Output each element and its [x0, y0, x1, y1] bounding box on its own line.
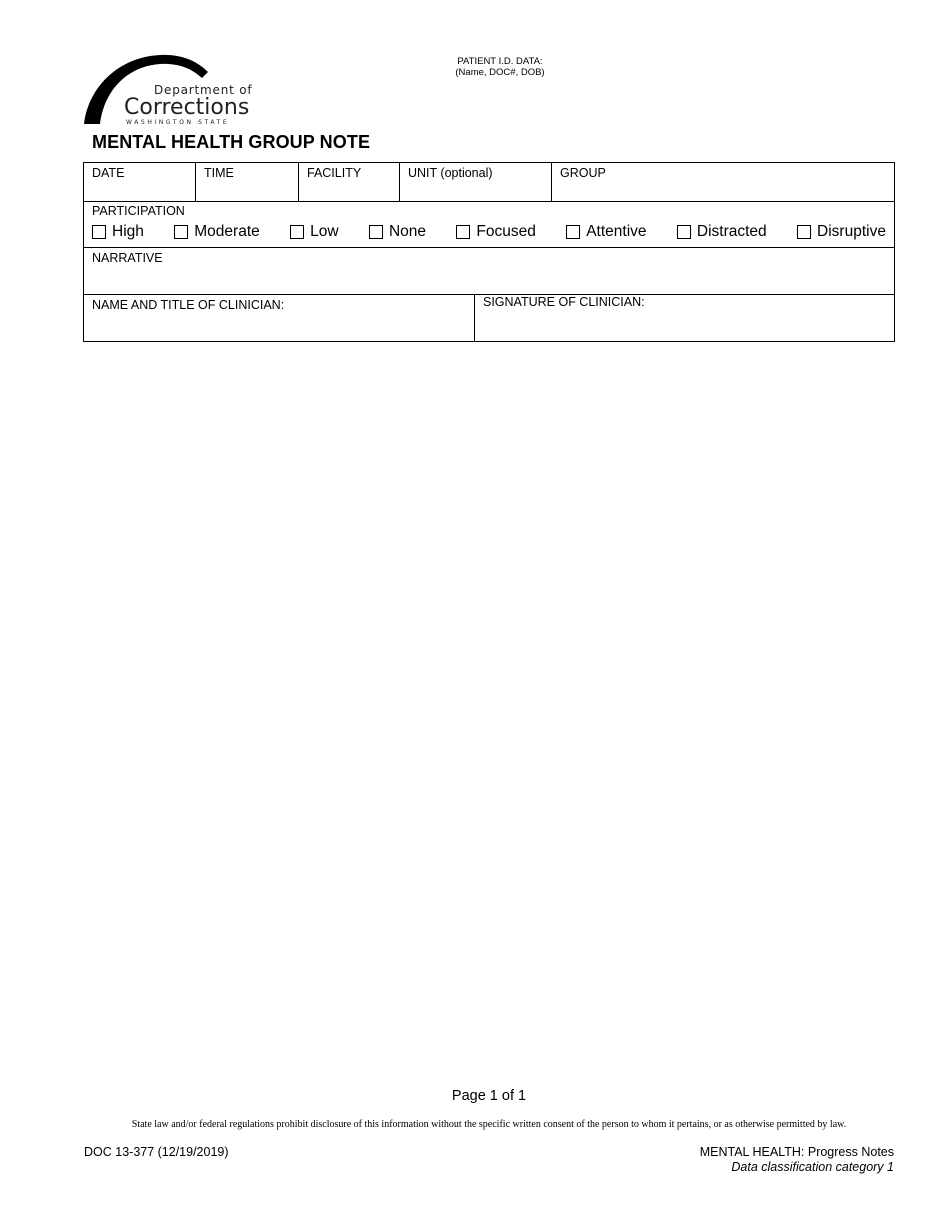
- time-field[interactable]: [196, 163, 299, 201]
- doc-logo: [84, 54, 264, 126]
- focused-checkbox[interactable]: [456, 225, 470, 239]
- distracted-label: Distracted: [696, 223, 767, 240]
- privacy-disclaimer: State law and/or federal regulations prohibit disclosure of this information without the specific written consent of the person to whom it pertains, or as otherwise permitted by law.: [131, 1119, 847, 1130]
- option-none[interactable]: [369, 223, 426, 241]
- attentive-label: Attentive: [586, 223, 647, 240]
- group-note-form: [83, 162, 895, 342]
- focused-label: Focused: [476, 223, 536, 240]
- group-label: GROUP: [560, 166, 606, 180]
- patient-id-hint: (Name, DOC#, DOB): [455, 67, 545, 78]
- moderate-label: Moderate: [194, 223, 260, 240]
- high-label: High: [112, 223, 144, 240]
- page-number: Page 1 of 1: [451, 1088, 527, 1104]
- participation-options: [84, 219, 894, 241]
- data-classification: Data classification category 1: [731, 1160, 894, 1174]
- group-field[interactable]: [552, 163, 894, 201]
- clinician-name-label: NAME AND TITLE OF CLINICIAN:: [92, 298, 285, 312]
- facility-label: FACILITY: [307, 166, 362, 180]
- doc-form-number: DOC 13-377 (12/19/2019): [84, 1145, 229, 1159]
- patient-id-block: [420, 56, 580, 78]
- unit-field[interactable]: [400, 163, 552, 201]
- doc-logo-graphic: [84, 54, 264, 126]
- low-label: Low: [310, 223, 339, 240]
- clinician-row: [84, 295, 894, 341]
- attentive-checkbox[interactable]: [566, 225, 580, 239]
- option-low[interactable]: [290, 223, 338, 241]
- distracted-checkbox[interactable]: [677, 225, 691, 239]
- participation-label: PARTICIPATION: [92, 204, 185, 218]
- disruptive-checkbox[interactable]: [797, 225, 811, 239]
- none-label: None: [388, 223, 426, 240]
- none-checkbox[interactable]: [369, 225, 383, 239]
- option-distracted[interactable]: [677, 223, 767, 241]
- footer-category-block: [700, 1145, 894, 1175]
- logo-corrections-text: Corrections: [124, 95, 250, 120]
- option-moderate[interactable]: [174, 223, 259, 241]
- clinician-signature-label: SIGNATURE OF CLINICIAN:: [483, 295, 645, 309]
- clinician-name-field[interactable]: [84, 295, 475, 341]
- unit-label: UNIT (optional): [408, 166, 493, 180]
- disruptive-label: Disruptive: [817, 223, 886, 240]
- participation-row: [84, 202, 894, 248]
- clinician-signature-field[interactable]: [475, 295, 894, 341]
- facility-field[interactable]: [299, 163, 400, 201]
- option-attentive[interactable]: [566, 223, 646, 241]
- high-checkbox[interactable]: [92, 225, 106, 239]
- option-focused[interactable]: [456, 223, 535, 241]
- option-disruptive[interactable]: [797, 223, 886, 241]
- patient-id-label: PATIENT I.D. DATA:: [457, 56, 543, 67]
- narrative-field[interactable]: [84, 248, 894, 295]
- date-field[interactable]: [84, 163, 196, 201]
- logo-department-text: Department of: [154, 83, 253, 97]
- moderate-checkbox[interactable]: [174, 225, 188, 239]
- header-fields-row: [84, 163, 894, 202]
- option-high[interactable]: [92, 223, 144, 241]
- logo-state-text: WASHINGTON STATE: [126, 119, 230, 126]
- low-checkbox[interactable]: [290, 225, 304, 239]
- time-label: TIME: [204, 166, 234, 180]
- form-title: MENTAL HEALTH GROUP NOTE: [92, 132, 371, 152]
- form-category: MENTAL HEALTH: Progress Notes: [699, 1145, 894, 1159]
- date-label: DATE: [92, 166, 125, 180]
- narrative-label: NARRATIVE: [92, 251, 163, 265]
